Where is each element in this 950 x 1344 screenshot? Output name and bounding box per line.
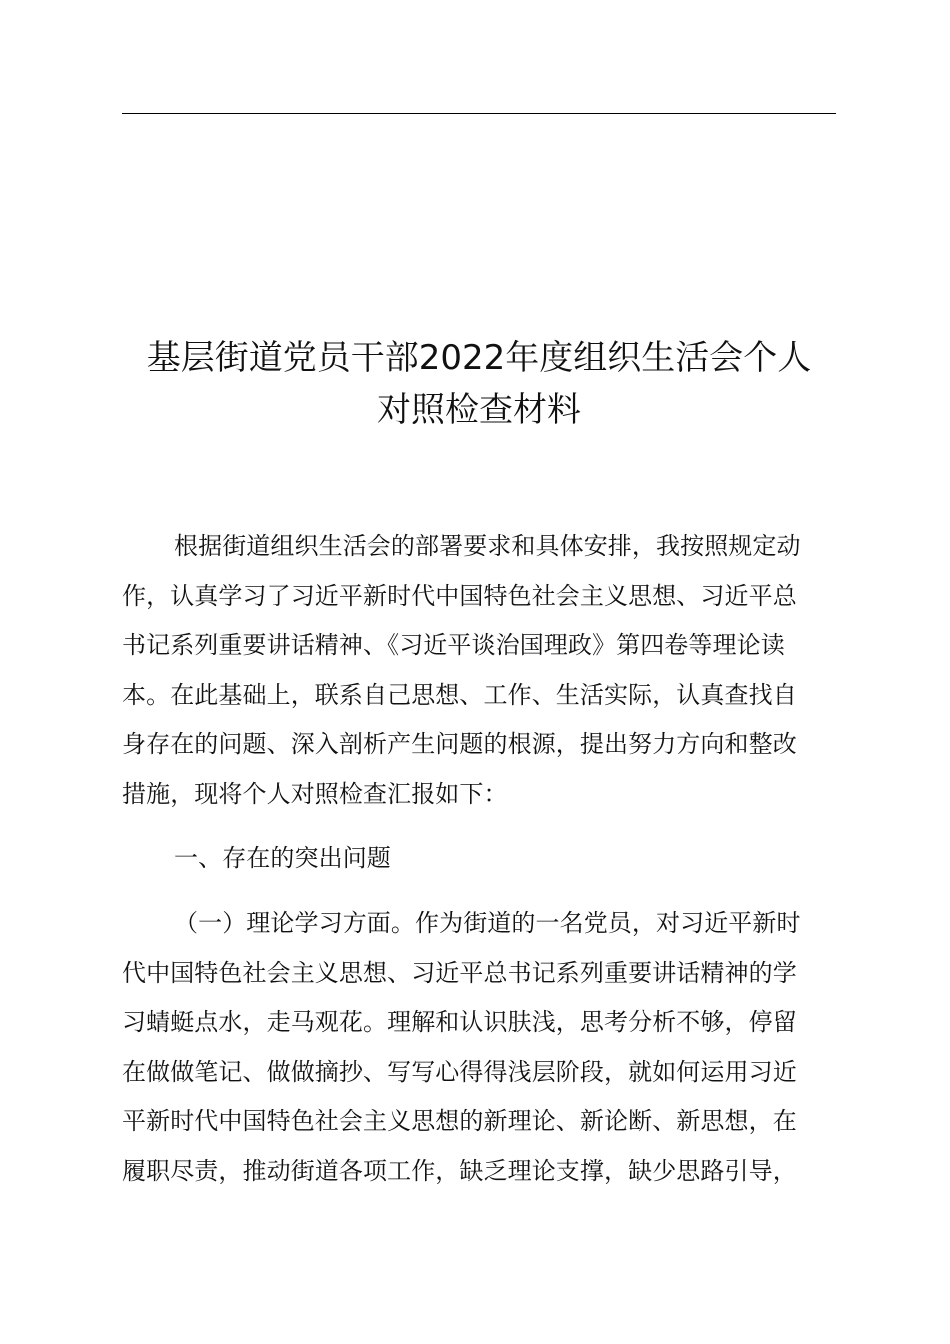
theory-line: 履职尽责，推动街道各项工作，缺乏理论支撑，缺少思路引导， (122, 1156, 797, 1185)
theory-line: 在做做笔记、做做摘抄、写写心得得浅层阶段，就如何运用习近 (122, 1057, 797, 1086)
theory-line: 代中国特色社会主义思想、习近平总书记系列重要讲话精神的学 (122, 958, 797, 987)
section-heading (122, 834, 836, 884)
intro-line: 作，认真学习了习近平新时代中国特色社会主义思想、习近平总 (122, 581, 797, 610)
theory-line: 习蜻蜓点水，走马观花。理解和认识肤浅，思考分析不够，停留 (122, 1008, 797, 1036)
intro-line: 身存在的问题、深入剖析产生问题的根源，提出努力方向和整改 (122, 730, 797, 758)
theory-line: 平新时代中国特色社会主义思想的新理论、新论断、新思想，在 (122, 1107, 797, 1135)
title-line-2: 对照检查材料 (377, 390, 581, 430)
intro-line: 措施，现将个人对照检查汇报如下： (122, 779, 508, 808)
header-rule (122, 113, 836, 114)
intro-line: 书记系列重要讲话精神、《习近平谈治国理政》第四卷等理论读 (122, 631, 785, 659)
title-line-1: 基层街道党员干部2022年度组织生活会个人 (146, 338, 812, 378)
theory-line: （一）理论学习方面。作为街道的一名党员，对习近平新时 (174, 909, 801, 937)
theory-paragraph (122, 899, 836, 1196)
intro-paragraph (122, 522, 836, 819)
intro-line: 根据街道组织生活会的部署要求和具体安排，我按照规定动 (174, 532, 801, 560)
section-heading-text: 一、存在的突出问题 (174, 844, 391, 872)
document-title (122, 332, 836, 436)
intro-line: 本。在此基础上，联系自己思想、工作、生活实际，认真查找自 (122, 680, 797, 709)
